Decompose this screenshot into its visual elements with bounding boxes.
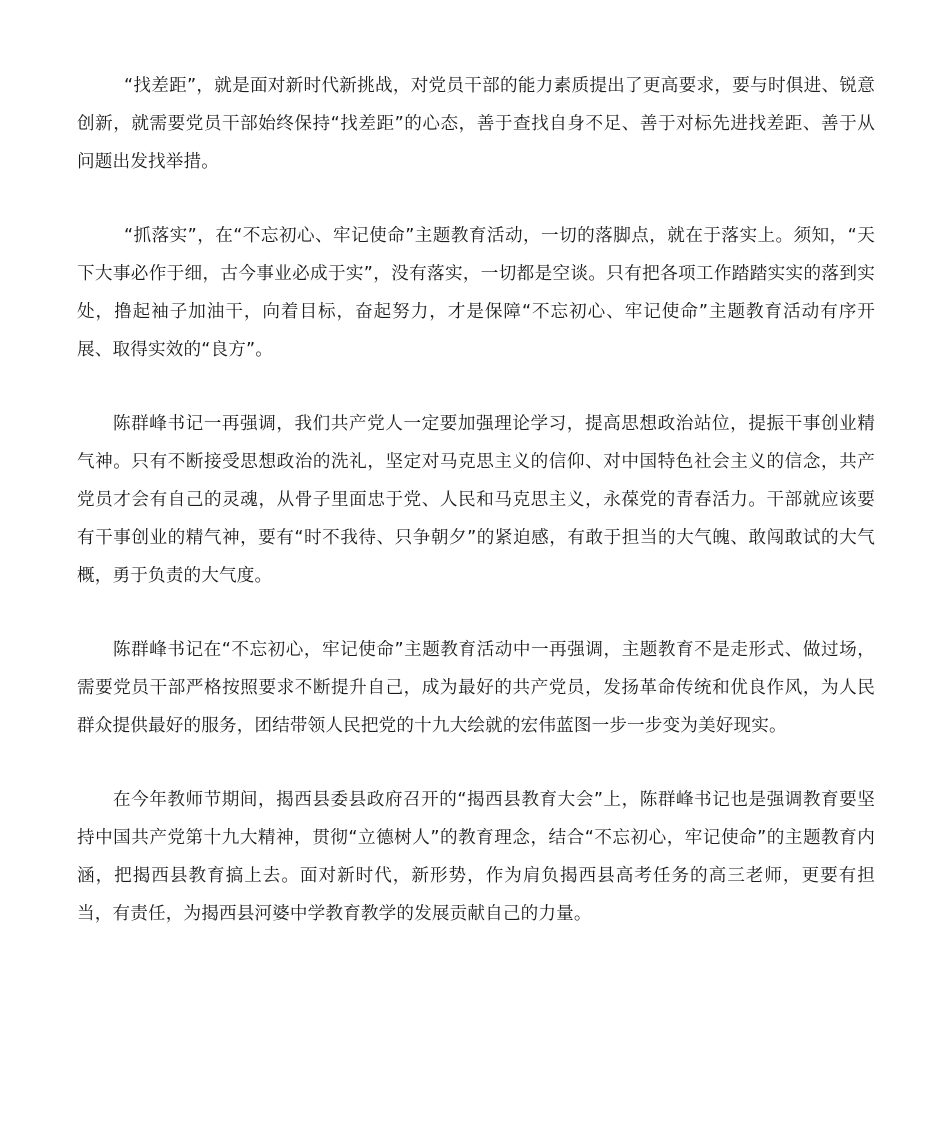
paragraph-find-gaps: “找差距”，就是面对新时代新挑战，对党员干部的能力素质提出了更高要求，要与时俱进、锐意创新，就需要党员干部始终保持“找差距”的心态，善于查找自身不足、善于对标先进找差距、善于从问题出发找举措。	[77, 76, 875, 172]
paragraph-implementation: “抓落实”，在“不忘初心、牢记使命”主题教育活动，一切的落脚点，就在于落实上。须知，“天下大事必作于细，古今事业必成于实”，没有落实，一切都是空谈。只有把各项工作踏踏实实的落到实处，撸起袖子加油干，向着目标，奋起努力，才是保障“不忘初心、牢记使命”主题教育活动有序开展、取得实效的“良方”。	[77, 226, 875, 360]
paragraph-theme-education: 陈群峰书记在“不忘初心，牢记使命”主题教育活动中一再强调，主题教育不是走形式、做过场，需要党员干部严格按照要求不断提升自己，成为最好的共产党员，发扬革命传统和优良作风，为人民群众提供最好的服务，团结带领人民把党的十九大绘就的宏伟蓝图一步一步变为美好现实。	[77, 640, 875, 736]
paragraph-theory-study: 陈群峰书记一再强调，我们共产党人一定要加强理论学习，提高思想政治站位，提振干事创业精气神。只有不断接受思想政治的洗礼，坚定对马克思主义的信仰、对中国特色社会主义的信念，共产党员才会有自己的灵魂，从骨子里面忠于党、人民和马克思主义，永葆党的青春活力。干部就应该要有干事创业的精气神，要有“时不我待、只争朝夕”的紧迫感，有敢于担当的大气魄、敢闯敢试的大气概，勇于负责的大气度。	[77, 414, 875, 586]
paragraph-education-conference: 在今年教师节期间，揭西县委县政府召开的“揭西县教育大会”上，陈群峰书记也是强调教育要坚持中国共产党第十九大精神，贯彻“立德树人”的教育理念，结合“不忘初心，牢记使命”的主题教育内涵，把揭西县教育搞上去。面对新时代，新形势，作为肩负揭西县高考任务的高三老师，更要有担当，有责任，为揭西县河婆中学教育教学的发展贡献自己的力量。	[77, 790, 875, 924]
document-body	[77, 67, 875, 933]
